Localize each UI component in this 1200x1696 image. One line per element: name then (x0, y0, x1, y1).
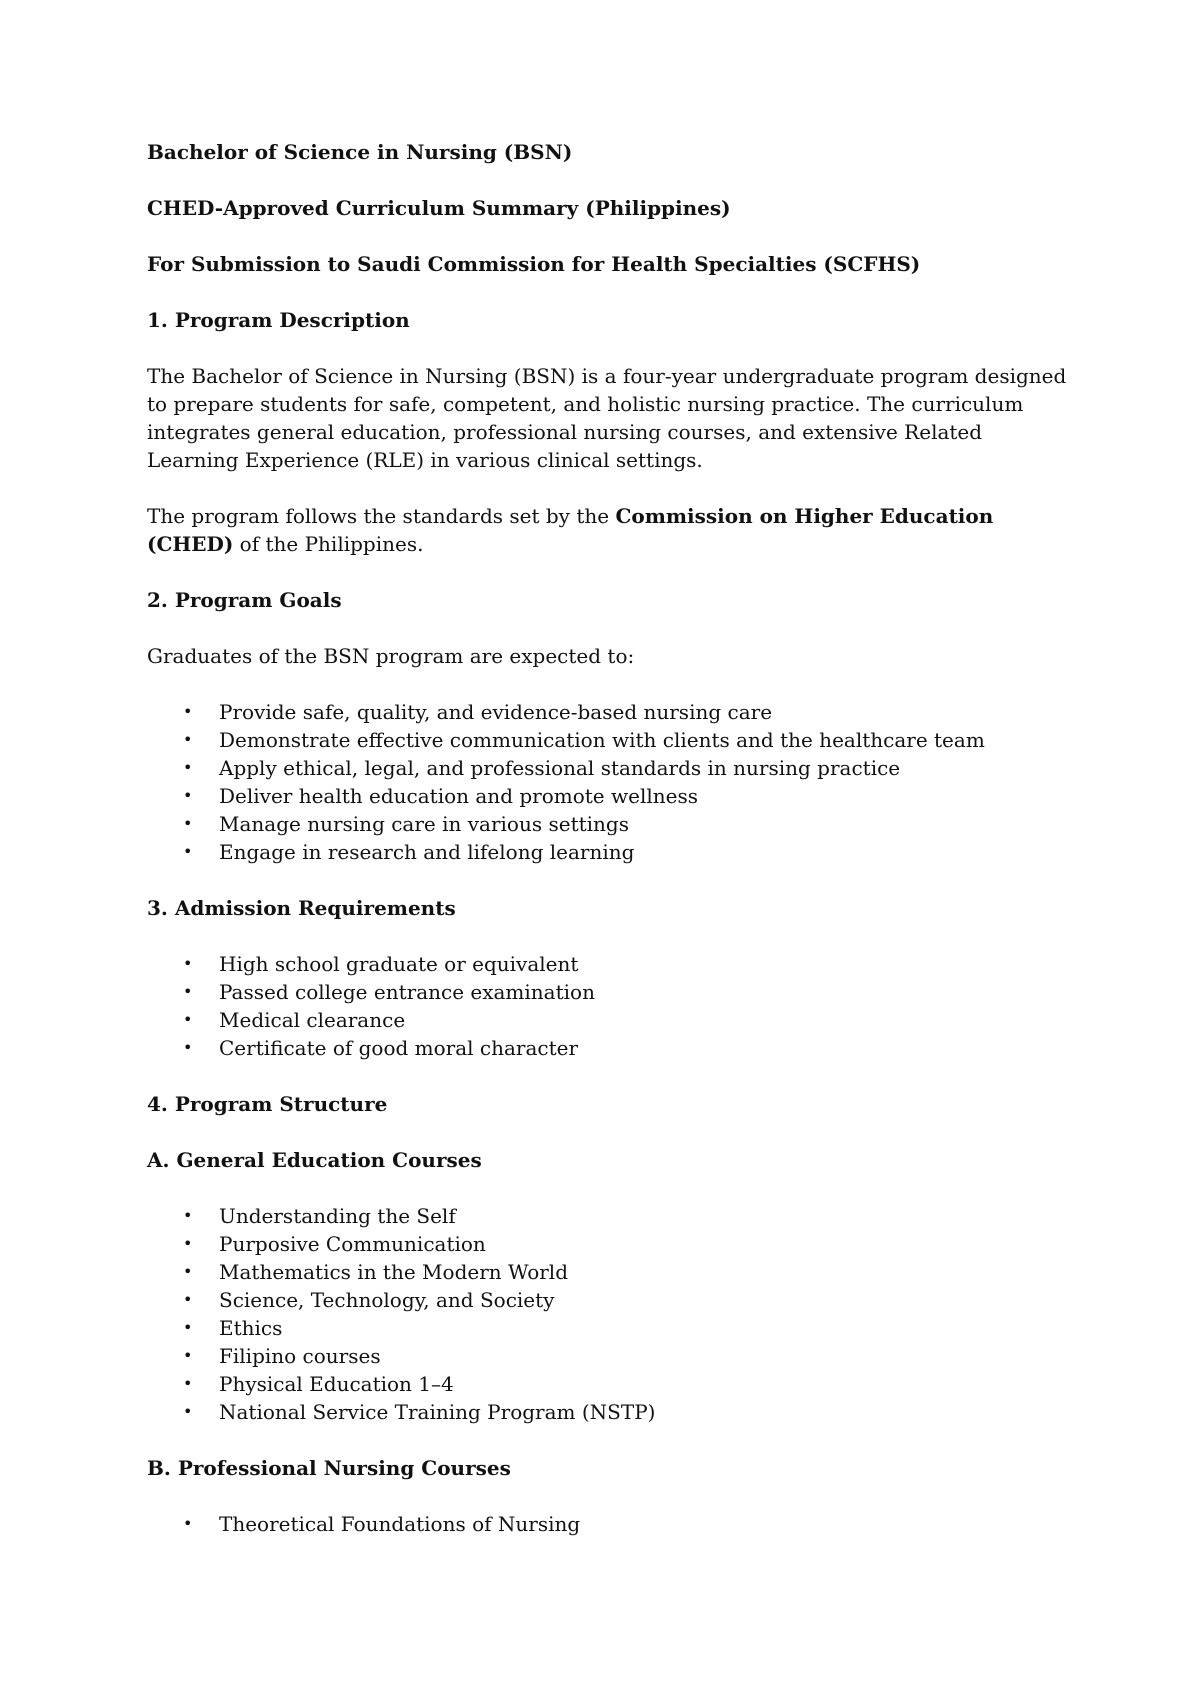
standards-text-suffix: of the Philippines. (233, 532, 424, 556)
bullet-icon: • (183, 1346, 193, 1365)
list-item-text: Medical clearance (219, 1008, 406, 1032)
bullet-icon: • (183, 786, 193, 805)
bullet-icon: • (183, 814, 193, 833)
list-item-text: Science, Technology, and Society (219, 1288, 555, 1312)
ched-name: Commission on Higher Education (CHED) (147, 504, 994, 556)
list-item (147, 1398, 1077, 1426)
list-item (147, 1258, 1077, 1286)
subsection-heading-professional-nursing: B. Professional Nursing Courses (147, 1456, 511, 1480)
bullet-icon: • (183, 1262, 193, 1281)
bullet-icon: • (183, 1514, 193, 1533)
program-description-paragraph: The Bachelor of Science in Nursing (BSN) is a four-year undergraduate program designed to prepare students for safe, competent, and holistic nursing practice. The curriculum integrates general education, professional nursing courses, and extensive Related Learning Experience (RLE) in various clinical settings. (147, 364, 1067, 472)
list-item-text: Mathematics in the Modern World (219, 1260, 569, 1284)
list-item (147, 698, 1077, 726)
list-item-text: Understanding the Self (219, 1204, 456, 1228)
bullet-icon: • (183, 1234, 193, 1253)
list-item (147, 1314, 1077, 1342)
list-item-text: Deliver health education and promote wellness (219, 784, 698, 808)
list-item (147, 1286, 1077, 1314)
list-item-text: Purposive Communication (219, 1232, 486, 1256)
program-goals-intro: Graduates of the BSN program are expected to: (147, 644, 635, 668)
bullet-icon: • (183, 1318, 193, 1337)
list-item (147, 810, 1077, 838)
bullet-icon: • (183, 1402, 193, 1421)
bullet-icon: • (183, 954, 193, 973)
list-item (147, 1202, 1077, 1230)
list-item (147, 838, 1077, 866)
list-item-text: National Service Training Program (NSTP) (219, 1400, 656, 1424)
bullet-icon: • (183, 842, 193, 861)
list-item-text: Engage in research and lifelong learning (219, 840, 635, 864)
section-heading-admission-requirements: 3. Admission Requirements (147, 896, 456, 920)
list-item-text: Physical Education 1–4 (219, 1372, 454, 1396)
subsection-heading-general-education: A. General Education Courses (147, 1148, 482, 1172)
general-education-list (147, 1202, 1077, 1426)
admission-requirements-list (147, 950, 1077, 1062)
list-item (147, 1034, 1077, 1062)
list-item (147, 950, 1077, 978)
list-item-text: Passed college entrance examination (219, 980, 595, 1004)
list-item (147, 1006, 1077, 1034)
list-item (147, 1230, 1077, 1258)
list-item-text: Provide safe, quality, and evidence-based nursing care (219, 700, 773, 724)
list-item-text: Manage nursing care in various settings (219, 812, 629, 836)
bullet-icon: • (183, 1010, 193, 1029)
bullet-icon: • (183, 730, 193, 749)
bullet-icon: • (183, 758, 193, 777)
list-item-text: High school graduate or equivalent (219, 952, 579, 976)
bullet-icon: • (183, 1206, 193, 1225)
document-subtitle: CHED-Approved Curriculum Summary (Philippines) (147, 196, 731, 220)
section-heading-program-description: 1. Program Description (147, 308, 410, 332)
program-goals-list (147, 698, 1077, 866)
standards-text-prefix: The program follows the standards set by the (147, 504, 616, 528)
list-item-text: Demonstrate effective communication with clients and the healthcare team (219, 728, 985, 752)
submission-line: For Submission to Saudi Commission for Health Specialties (SCFHS) (147, 252, 921, 276)
list-item-text: Filipino courses (219, 1344, 381, 1368)
section-heading-program-goals: 2. Program Goals (147, 588, 342, 612)
list-item (147, 782, 1077, 810)
list-item (147, 1370, 1077, 1398)
list-item-text: Theoretical Foundations of Nursing (219, 1512, 581, 1536)
list-item (147, 726, 1077, 754)
list-item (147, 1342, 1077, 1370)
list-item (147, 978, 1077, 1006)
list-item-text: Certificate of good moral character (219, 1036, 579, 1060)
section-heading-program-structure: 4. Program Structure (147, 1092, 388, 1116)
list-item (147, 754, 1077, 782)
program-standards-paragraph (147, 502, 1077, 558)
list-item-text: Ethics (219, 1316, 283, 1340)
bullet-icon: • (183, 982, 193, 1001)
bullet-icon: • (183, 1290, 193, 1309)
list-item-text: Apply ethical, legal, and professional standards in nursing practice (219, 756, 901, 780)
document-page (147, 138, 1077, 1538)
bullet-icon: • (183, 1038, 193, 1057)
professional-nursing-list (147, 1510, 1077, 1538)
document-title: Bachelor of Science in Nursing (BSN) (147, 140, 573, 164)
list-item (147, 1510, 1077, 1538)
bullet-icon: • (183, 702, 193, 721)
bullet-icon: • (183, 1374, 193, 1393)
